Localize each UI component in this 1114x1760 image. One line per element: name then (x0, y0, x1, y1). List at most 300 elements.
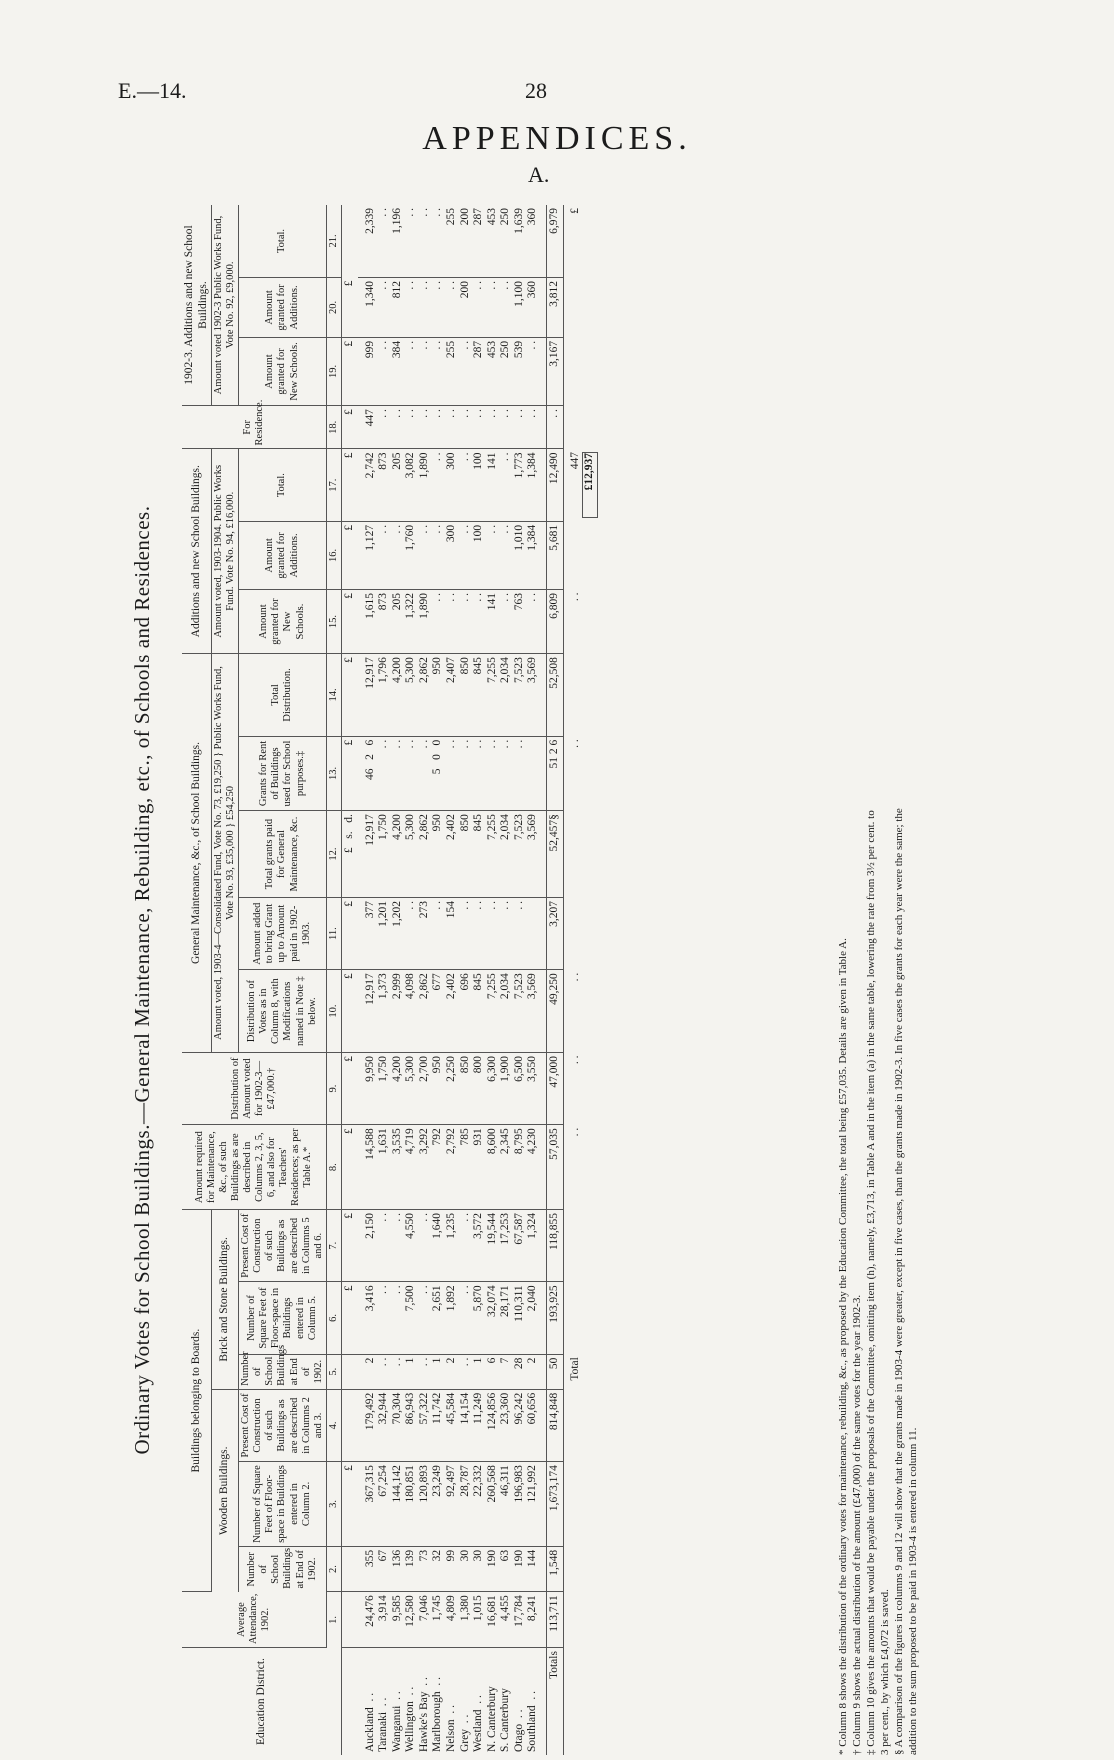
table-cell: 3,535 (390, 1128, 403, 1155)
table-cell: 5 0 0 (431, 739, 444, 775)
table-cell: 190 (485, 1549, 498, 1568)
table-cell: 1,380 (458, 1595, 471, 1622)
table-cell: 144 (526, 1549, 539, 1568)
column-number: 17. (326, 449, 341, 521)
table-cell: 1,773 (512, 452, 525, 479)
col-header-18: For Residence. (182, 406, 326, 449)
total-cell: 814,848 (546, 1389, 563, 1461)
value-column (358, 521, 547, 589)
table-cell: 17,784 (512, 1595, 525, 1627)
column-number: 21. (326, 205, 341, 277)
table-cell: . . (458, 1357, 471, 1367)
table-cell: 14,154 (458, 1392, 471, 1425)
table-cell: 1,900 (499, 1055, 512, 1082)
district-name: Marlborough . . (431, 1676, 444, 1752)
table-cell: 205 (390, 452, 403, 470)
table-cell: 950 (431, 657, 444, 675)
table-cell: 1,796 (377, 657, 390, 683)
table-cell: 4,230 (526, 1128, 539, 1155)
table-cell: 2,651 (431, 1285, 444, 1312)
table-cell: . . (458, 900, 471, 910)
table-cell: . . (485, 409, 498, 418)
col-header-4: Number of Square Feet of Floor-space in Buildings entered in Column 2. (239, 1462, 326, 1547)
total-cell: 118,855 (546, 1209, 563, 1281)
table-cell: 1,202 (390, 900, 403, 927)
table-cell: 7,523 (512, 973, 525, 1000)
table-cell: . . (472, 739, 485, 749)
column-number: 20. (326, 277, 341, 337)
total-cell: 6,979 (546, 205, 563, 277)
table-cell: 950 (431, 1055, 444, 1074)
table-cell: 17,253 (499, 1212, 512, 1245)
value-column (358, 1209, 547, 1281)
column-number: 11. (326, 897, 341, 969)
table-cell: 22,332 (472, 1465, 485, 1497)
table-cell: 2,999 (390, 973, 403, 1000)
table-cell: . . (472, 280, 485, 290)
table-cell: . . (458, 340, 471, 350)
column-number: 18. (326, 406, 341, 449)
currency-unit (342, 1648, 358, 1755)
currency-unit (342, 1389, 358, 1461)
col17-grand-total (563, 449, 599, 521)
value-column (358, 277, 547, 337)
table-cell: 763 (512, 593, 525, 611)
group-additions-0304: Additions and new School Buildings. (182, 449, 212, 654)
district-name: Southland . . (526, 1690, 539, 1752)
table-cell: 200 (458, 208, 471, 226)
table-cell: 1,890 (417, 452, 430, 479)
table-cell: 273 (417, 900, 430, 919)
empty-cell (563, 1462, 599, 1547)
table-cell: 196,983 (512, 1465, 525, 1503)
table-cell: . . (417, 524, 430, 534)
table-cell: 46,311 (499, 1465, 512, 1497)
table-cell: 67,587 (512, 1212, 525, 1245)
district-column (358, 1648, 547, 1755)
col-header-5: Present Cost of Construction of such Buildings as are described in Columns 2 and 3. (239, 1389, 326, 1461)
column-number: 14. (326, 654, 341, 737)
table-cell: . . (431, 340, 444, 350)
col-header-21: Total. (239, 205, 326, 277)
group-brick: Brick and Stone Buildings. (212, 1209, 239, 1389)
table-cell: 4,200 (390, 657, 403, 683)
table-cell: 447 (363, 409, 376, 427)
table-cell: 2,345 (499, 1128, 512, 1155)
footnote: ‡ Column 10 gives the amounts that would be payable under the proposals of the Committee, omitting item (h), namely, £3,713, in Table A and in the item (a) in the same table, lowering the rate from 3½ per cent. to (865, 810, 878, 1755)
table-cell: . . (404, 208, 417, 217)
table-cell: 67,254 (377, 1465, 390, 1497)
group-wooden: Wooden Buildings. (212, 1389, 239, 1592)
value-column (358, 811, 547, 898)
totals-row (546, 205, 563, 1755)
value-column (358, 1354, 547, 1389)
table-cell: 179,492 (363, 1392, 376, 1431)
table-cell: 539 (512, 340, 525, 359)
table-cell: 7,523 (512, 657, 525, 683)
table-cell: . . (431, 208, 444, 217)
col-header-8: Amount required for Maintenance, &c., of such Buildings as are described in Columns 2, 3, 5, 6, and also for Teachers' Residences; as per Table A.* (182, 1125, 326, 1210)
currency-unit: £ (342, 736, 358, 810)
table-cell: 250 (499, 340, 512, 359)
table-cell: 2,250 (445, 1055, 457, 1082)
table-cell: . . (512, 409, 525, 418)
currency-unit: £ (342, 406, 358, 449)
table-cell: 1,015 (472, 1595, 485, 1622)
table-cell: 453 (485, 208, 498, 226)
col-header-19: Amount granted for New Schools. (239, 337, 326, 405)
col-header-1: Education District. (182, 1648, 342, 1755)
table-cell: 180,851 (404, 1465, 417, 1503)
col-header-11: Amount added to bring Grant up to Amount paid in 1902-1903. (239, 897, 326, 969)
table-cell: 12,917 (363, 973, 376, 1005)
table-cell: . . (485, 739, 498, 749)
district-name: Wellington . . (404, 1686, 417, 1752)
table-cell: . . (390, 1357, 403, 1367)
district-name: S. Canterbury (499, 1688, 512, 1752)
table-cell: . . (390, 409, 403, 418)
empty-cell (563, 406, 599, 449)
value-column (358, 1052, 547, 1124)
table-cell: 1 (431, 1357, 444, 1364)
table-cell: 2,339 (363, 208, 376, 234)
table-cell: 2,402 (445, 814, 457, 841)
table-cell: 1,201 (377, 900, 390, 927)
currency-unit: £ (342, 1282, 358, 1354)
table-cell: 32 (431, 1549, 444, 1562)
currency-unit (342, 1592, 358, 1648)
table-cell: 1 (404, 1357, 417, 1364)
table-cell: . . (404, 900, 417, 910)
table-cell: 999 (363, 340, 376, 359)
table-cell: . . (472, 900, 485, 910)
table-cell: 3,416 (363, 1285, 376, 1312)
table-cell: . . (526, 340, 539, 350)
total-cell: 1,548 (546, 1546, 563, 1591)
table-cell: . . (499, 593, 512, 602)
table-cell: 144,142 (390, 1465, 403, 1503)
table-cell: 28,171 (499, 1285, 512, 1317)
table-cell: 8,241 (526, 1595, 539, 1622)
leader-dots: . . (568, 592, 581, 602)
table-cell: 2 (445, 1357, 457, 1364)
footnote: † Column 9 shows the actual distribution of the amount (£47,000) of the same votes for the year 1902-3. (851, 1294, 864, 1755)
currency-unit: £ (342, 277, 358, 337)
col-header-2: Average Attendance, 1902. (182, 1592, 326, 1648)
leader-dots: . . (568, 1055, 581, 1065)
appendix-letter: A. (528, 162, 550, 187)
col-header-3: Number of School Buildings at End of 1902. (239, 1546, 326, 1591)
page-number: 28 (525, 78, 547, 103)
table-cell: 384 (390, 340, 403, 359)
table-cell: 23,360 (499, 1392, 512, 1425)
currency-unit: £ s. d. (342, 811, 358, 898)
table-cell: 850 (458, 1055, 471, 1074)
value-column (358, 1546, 547, 1591)
table-cell: . . (458, 524, 471, 534)
value-column (358, 337, 547, 405)
total-cell: 193,925 (546, 1282, 563, 1354)
table-cell: 800 (472, 1055, 485, 1074)
table-cell: 67 (377, 1549, 390, 1562)
table-cell: . . (458, 1285, 471, 1294)
table-cell: 3,569 (526, 814, 539, 841)
table-cell: 1,760 (404, 524, 417, 551)
total-cell: 57,035 (546, 1125, 563, 1210)
general-vote-note: Amount voted, 1903-4—Consolidated Fund, Vote No. 73, £19,250 } Public Works Fund, Vote No. 93, £35,000 } £54,250 (212, 654, 239, 1053)
table-cell: 696 (458, 973, 471, 991)
table-cell: 1,750 (377, 1055, 390, 1082)
table-cell: . . (526, 593, 539, 602)
table-cell: 1,892 (445, 1285, 457, 1312)
table-cell: . . (390, 1212, 403, 1222)
table-cell: 2,034 (499, 657, 512, 683)
table-cell: 677 (431, 973, 444, 991)
group-additions-0203: 1902-3. Additions and new School Buildings. (182, 205, 212, 406)
value-column (358, 654, 547, 737)
table-cell: 4,809 (445, 1595, 457, 1622)
value-column (358, 736, 547, 810)
column-number: 7. (326, 1209, 341, 1281)
table-cell: 63 (499, 1549, 512, 1562)
table-cell: 300 (445, 524, 457, 543)
table-cell: . . (485, 524, 498, 534)
table-cell: 32,944 (377, 1392, 390, 1425)
table-cell: 3,572 (472, 1212, 485, 1239)
currency-unit: £ (342, 1462, 358, 1547)
table-cell: . . (377, 280, 390, 290)
table-cell: . . (404, 739, 417, 749)
district-name: Wanganui . . (390, 1691, 403, 1752)
table-cell: . . (499, 524, 512, 534)
table-cell: 8,795 (512, 1128, 525, 1155)
table-cell: 1,373 (377, 973, 390, 1000)
table-cell: 12,917 (363, 814, 376, 846)
table-cell: . . (499, 900, 512, 910)
table-cell: 1,750 (377, 814, 390, 841)
table-cell: . . (417, 280, 430, 290)
table-cell: 1,322 (404, 593, 417, 619)
col-header-6: Number of School Buildings at End of 1902. (239, 1354, 326, 1389)
leader-dots: . . (568, 972, 581, 982)
table-cell: 11,249 (472, 1392, 485, 1424)
table-cell: 1,384 (526, 452, 539, 479)
district-name: Westland . . (472, 1695, 485, 1752)
col-header-15: Amount granted for New Schools. (239, 590, 326, 654)
empty-cell (563, 1592, 599, 1648)
table-cell: 96,242 (512, 1392, 525, 1425)
table-cell: 2,862 (417, 657, 430, 683)
col-header-7: Number of Square Feet of Floor-space in Buildings entered in Column 5. (239, 1282, 326, 1354)
table-cell: 2,034 (499, 973, 512, 1000)
grand-total-row (563, 205, 599, 1755)
table-cell: 11,742 (431, 1392, 444, 1424)
table-cell: 120,893 (417, 1465, 430, 1503)
table-cell: . . (458, 452, 471, 462)
table-cell: . . (431, 593, 444, 602)
table-cell: . . (526, 409, 539, 418)
table-cell: 3,569 (526, 973, 539, 1000)
table-cell: 7,046 (417, 1595, 430, 1622)
total-cell: 1,673,174 (546, 1462, 563, 1547)
table-cell: 19,544 (485, 1212, 498, 1245)
table-cell: 6,500 (512, 1055, 525, 1082)
table-cell: 45,584 (445, 1392, 457, 1425)
total-cell: 47,000 (546, 1052, 563, 1124)
table-title: Ordinary Votes for School Buildings.—General Maintenance, Rebuilding, etc., of Schools and Residences. (130, 505, 154, 1455)
total-cell: 52,457§ (546, 811, 563, 898)
empty-cell (563, 1282, 599, 1354)
footnote: 3 per cent., by which £4,072 is saved. (879, 1589, 892, 1755)
table-cell: . . (404, 340, 417, 350)
column-number: 2. (326, 1546, 341, 1591)
table-cell: 873 (377, 452, 390, 470)
total-cell: 3,207 (546, 897, 563, 969)
table-cell: 2,150 (363, 1212, 376, 1239)
column-number: 19. (326, 337, 341, 405)
col-header-13: Grants for Rent of Buildings used for School purposes.‡ (239, 736, 326, 810)
empty-cell (563, 811, 599, 898)
table-cell: 4,200 (390, 814, 403, 841)
table-cell: 32,074 (485, 1285, 498, 1317)
grand-total-label: Total (568, 1357, 581, 1381)
empty-cell (563, 654, 599, 737)
table-cell: 5,300 (404, 814, 417, 841)
table-cell: 7,255 (485, 657, 498, 683)
district-name: Grey . . (458, 1714, 471, 1752)
column-number: 8. (326, 1125, 341, 1210)
table-cell: 124,856 (485, 1392, 498, 1431)
empty-cell (563, 337, 599, 405)
table-cell: 5,300 (404, 1055, 417, 1082)
table-cell: 30 (458, 1549, 471, 1562)
table-cell: 1,384 (526, 524, 539, 551)
currency-unit (342, 1546, 358, 1591)
table-cell: 12,580 (404, 1595, 417, 1627)
table-cell: 2,402 (445, 973, 457, 1000)
table-cell: 377 (363, 900, 376, 919)
table-cell: 190 (512, 1549, 525, 1568)
table-cell: . . (377, 739, 390, 749)
table-cell: 792 (431, 1128, 444, 1146)
table-cell: . . (417, 1357, 430, 1367)
school-buildings-table (182, 205, 599, 1755)
district-name: Otago . . (512, 1709, 525, 1752)
table-cell: 121,992 (526, 1465, 539, 1503)
col-header-16: Amount granted for Additions. (239, 521, 326, 589)
table-cell: . . (431, 280, 444, 290)
grand-total-amount: £12,937 (582, 452, 598, 518)
empty-cell (563, 1546, 599, 1591)
currency-unit: £ (342, 1209, 358, 1281)
footnote: addition to the sum proposed to be paid in 1903-4 is entered in column 11. (907, 1427, 920, 1755)
table-cell: 2,862 (417, 814, 430, 841)
table-cell: 1,745 (431, 1595, 444, 1622)
footnote: § A comparison of the figures in columns 9 and 12 will show that the grants made in 1903-4 were greater, except in five cases, than the grants made in 1902-3. In five cases the grants for each year were the same; the (893, 808, 906, 1755)
empty-cell (563, 1209, 599, 1281)
table-cell: 30 (472, 1549, 485, 1562)
table-cell: . . (404, 280, 417, 290)
group-general-maintenance: General Maintenance, &c., of School Buildings. (182, 654, 212, 1053)
column-number-row (326, 205, 341, 1755)
district-name: Auckland . . (363, 1692, 376, 1752)
empty-cell (563, 521, 599, 589)
table-cell: 1,010 (512, 524, 525, 551)
table-cell: 2,034 (499, 814, 512, 841)
currency-unit: £ (342, 337, 358, 405)
column-number: 15. (326, 590, 341, 654)
table-cell: . . (417, 208, 430, 217)
table-cell: . . (390, 739, 403, 749)
appendices-heading: APPENDICES. (422, 120, 692, 157)
currency-unit: £ (342, 521, 358, 589)
table-cell: . . (377, 340, 390, 350)
table-cell: 2 (363, 1357, 376, 1364)
table-cell: 255 (445, 208, 457, 226)
table-cell: 845 (472, 814, 485, 832)
table-cell: 367,315 (363, 1465, 376, 1503)
table-cell: 28 (512, 1357, 525, 1370)
table-cell: 1 (472, 1357, 485, 1364)
table-cell: . . (458, 1212, 471, 1222)
table-cell: 141 (485, 593, 498, 611)
table-cell: 70,304 (390, 1392, 403, 1425)
table-cell: 110,311 (512, 1285, 525, 1322)
table-cell: . . (512, 900, 525, 910)
currency-unit: £ (342, 590, 358, 654)
value-column (358, 1462, 547, 1547)
table-cell: . . (458, 739, 471, 749)
table-cell: 4,719 (404, 1128, 417, 1155)
table-cell: 1,890 (417, 593, 430, 619)
table-cell: 141 (485, 452, 498, 470)
table-cell: 139 (404, 1549, 417, 1568)
table-cell: 99 (445, 1549, 457, 1562)
table-cell: 86,943 (404, 1392, 417, 1425)
district-name: Nelson . . (445, 1705, 457, 1752)
table-cell: 57,322 (417, 1392, 430, 1425)
table-cell: . . (499, 280, 512, 290)
table-cell: 260,568 (485, 1465, 498, 1503)
column-number: 12. (326, 811, 341, 898)
rotated-table-block (130, 205, 970, 1755)
table-cell: 360 (526, 280, 539, 299)
col-header-10: Distribution of Votes as in Column 8, with Modifications named in Note ‡ below. (239, 970, 326, 1053)
table-cell: . . (499, 452, 512, 462)
table-cell: 9,950 (363, 1055, 376, 1082)
table-cell: 200 (458, 280, 471, 299)
table-cell: . . (445, 739, 457, 749)
table-cell: . . (431, 524, 444, 534)
table-cell: 16,681 (485, 1595, 498, 1627)
table-cell: . . (417, 340, 430, 350)
column-number: 1. (326, 1592, 341, 1648)
report-reference: E.—14. (118, 78, 187, 103)
currency-unit: £ (342, 897, 358, 969)
empty-cell (563, 1648, 599, 1755)
column-number: 16. (326, 521, 341, 589)
table-cell: . . (431, 409, 444, 418)
total-cell: . . (546, 406, 563, 449)
value-column (358, 406, 547, 449)
table-cell: 7,523 (512, 814, 525, 841)
table-cell: 950 (431, 814, 444, 832)
currency-unit: £ (342, 1125, 358, 1210)
table-cell: 785 (458, 1128, 471, 1146)
total-cell: 3,167 (546, 337, 563, 405)
table-cell: 73 (417, 1549, 430, 1562)
table-cell: 8,600 (485, 1128, 498, 1155)
